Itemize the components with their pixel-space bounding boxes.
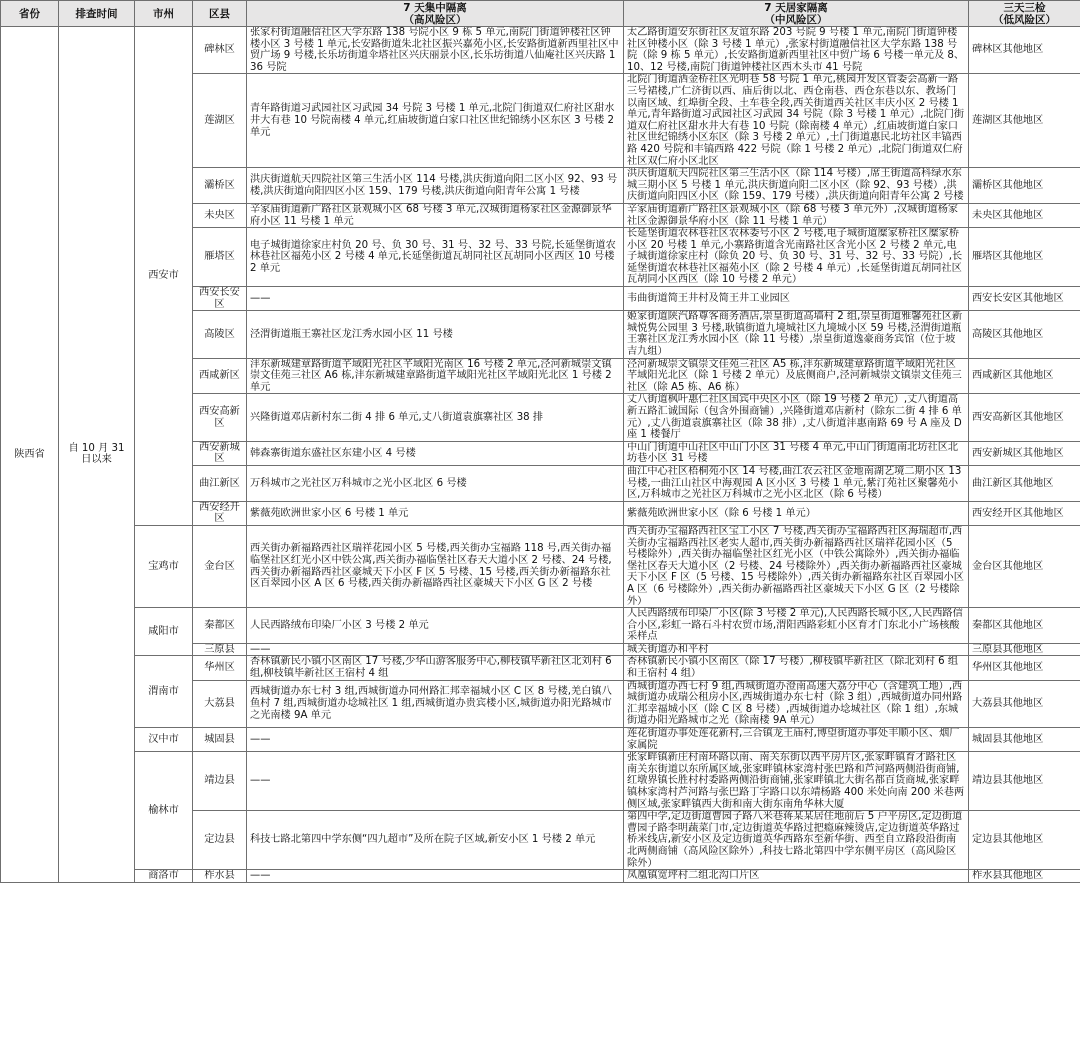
district-cell: 曲江新区 (193, 465, 247, 501)
low-risk-cell: 莲湖区其他地区 (969, 74, 1080, 168)
high-risk-cell: 万科城市之光社区万科城市之光小区北区 6 号楼 (247, 465, 624, 501)
mid-risk-cell: 凤凰镇宽坪村二组北沟口片区 (624, 870, 969, 883)
city-cell: 宝鸡市 (135, 525, 193, 607)
mid-risk-cell: 泾河新城崇文镇崇文佳苑三社区 A5 栋,沣东新城建章路街道芊域阳光社区芊域阳光北区（除 1 号楼 2 单元）及底侧商户,泾河新城崇文镇崇文佳苑三社区（除 A5 栋、A6 栋） (624, 358, 969, 394)
high-risk-cell: —— (247, 752, 624, 811)
district-cell: 西咸新区 (193, 358, 247, 394)
table-row (1, 608, 1080, 644)
high-risk-cell: 张家村街道融信社区大学东路 138 号院小区 9 栋 5 单元,南院门街道钟楼社区钟楼小区 3 号楼 1 单元,长安路街道朱北社区振兴嘉苑小区,长安路街道新西里社区中贸广场 9 号楼,长乐坊街道伞塔社区兴庆丽景小区,长乐坊街道八仙庵社区兴庆路 136 号院 (247, 27, 624, 74)
district-cell: 西安新城区 (193, 441, 247, 465)
low-risk-cell: 城固县其他地区 (969, 728, 1080, 752)
mid-risk-cell: 丈八街道枫叶惠仁社区国宾中央区小区（除 19 号楼 2 单元）,丈八街道高新五路汇诚国际（包含外围商铺）,兴隆街道邓店新村（除东二街 4 排 6 单元）,丈八街道袁旗寨社区（除 38 排）,丈八街道沣惠南路 69 号 A 座及 D 座 1 楼餐厅 (624, 394, 969, 441)
high-risk-cell: —— (247, 643, 624, 656)
district-cell: 西安高新区 (193, 394, 247, 441)
district-cell: 大荔县 (193, 680, 247, 727)
high-risk-cell: —— (247, 287, 624, 311)
high-risk-cell: 泾渭街道瓶王寨社区龙江秀水园小区 11 号楼 (247, 311, 624, 358)
low-risk-cell: 金台区其他地区 (969, 525, 1080, 607)
low-risk-cell: 柞水县其他地区 (969, 870, 1080, 883)
district-cell: 定边县 (193, 811, 247, 870)
city-cell: 渭南市 (135, 656, 193, 728)
mid-risk-cell: 北院门街道洒金桥社区光明巷 58 号院 1 单元,桃园开发区管委会高新一路三号裙楼,广仁济街以西、庙后街以北、西仓南巷、西仓东巷以东、教场门以南区域、红埠街全段、土车巷全段,西关街道西关社区丰庆小区 2 号楼 1 单元,青年路街道习武园社区习武园 34 号院（除 3 号楼 1 单元）,北院门街道双仁府社区甜水井大有巷 10 号院（除南楼 4 单元）,红庙坡街道白家口社区世纪锦绣小区东区（除 3 号楼 2 单元）,土门街道惠民北坊社区丰镐西路 420 号院和丰镐西路 422 号院（除 1 号楼 2 单元）,北院门街道双仁府社区双仁府小区北区 (624, 74, 969, 168)
district-cell: 未央区 (193, 203, 247, 227)
header-mid-sub: （中风险区） (764, 13, 828, 26)
low-risk-cell: 华州区其他地区 (969, 656, 1080, 680)
high-risk-cell: 韩森寨街道东盛社区东建小区 4 号楼 (247, 441, 624, 465)
header-high-sub: （高风险区） (403, 13, 467, 26)
district-cell: 莲湖区 (193, 74, 247, 168)
mid-risk-cell: 城关街道办和平村 (624, 643, 969, 656)
time-cell: 自 10 月 31 日以来 (59, 27, 135, 883)
table-row (1, 525, 1080, 607)
header-mid-risk (624, 1, 969, 27)
mid-risk-cell: 西关街办宝福路西社区宝工小区 7 号楼,西关街办宝福路西社区海瑞超市,西关街办宝福路西社区老实人超市,西关街办新福路西社区瑞祥花园小区（5 号楼除外）,西关街办福临堡社区红光小区（中铁公寓除外）,西关街办福临堡社区春天大道小区（2 号楼、24 号楼除外）,西关街办新福路西社区豪城天下小区 F 区（5 号楼、15 号楼除外）,西关街办新福路东社区百翠园小区 A 区（6 号楼除外）,西关街办新福路西社区豪城天下小区 G 区（2 号楼除外） (624, 525, 969, 607)
low-risk-cell: 碑林区其他地区 (969, 27, 1080, 74)
mid-risk-cell: 姬家街道陕汽路尊客商务酒店,崇皇街道高墙村 2 组,崇皇街道雅馨苑社区新城悦隽公园里 3 号楼,耿镇街道九境城社区九境城小区 59 号楼,泾渭街道瓶王寨社区龙江秀水园小区（除 11 号楼）,崇皇街道逸豪商务宾馆（位于坡吉九组） (624, 311, 969, 358)
table-body (1, 27, 1080, 883)
district-cell: 城固县 (193, 728, 247, 752)
district-cell: 灞桥区 (193, 168, 247, 204)
header-time: 排查时间 (59, 1, 135, 27)
mid-risk-cell: 洪庆街道航天四院社区第三生活小区（除 114 号楼）,席王街道高科绿水东城三期小区 5 号楼 1 单元,洪庆街道向阳二区小区（除 92、93 号楼）,洪庆街道向阳四区小区（除 159、179 号楼）,洪庆街道向阳青年公寓 2 号楼 (624, 168, 969, 204)
high-risk-cell: 兴隆街道邓店新村东二街 4 排 6 单元,丈八街道袁旗寨社区 38 排 (247, 394, 624, 441)
mid-risk-cell: 曲江中心社区梧桐苑小区 14 号楼,曲江农云社区金地南湖艺境二期小区 13 号楼,一曲江山社区中海观园 A 区小区 3 号楼 1 单元,紫汀苑社区聚馨苑小区,万科城市之光社区万科城市之光小区北区（除 6 号楼） (624, 465, 969, 501)
low-risk-cell: 三原县其他地区 (969, 643, 1080, 656)
high-risk-cell: 沣东新城建章路街道芊域阳光社区芊域阳光南区 16 号楼 2 单元,泾河新城崇文镇崇文佳苑三社区 A6 栋,沣东新城建章路街道芊域阳光社区芊域阳光北区 1 号楼 2 单元 (247, 358, 624, 394)
city-cell: 汉中市 (135, 728, 193, 752)
mid-risk-cell: 莲花街道办事处莲花新村,三合镇龙王庙村,博望街道办事处丰顺小区、烟厂家属院 (624, 728, 969, 752)
high-risk-cell: 辛家庙街道新广路社区景观城小区 68 号楼 3 单元,汉城街道杨家社区金源御景华府小区 11 号楼 1 单元 (247, 203, 624, 227)
district-cell: 金台区 (193, 525, 247, 607)
province-cell: 陕西省 (1, 27, 59, 883)
high-risk-cell: —— (247, 728, 624, 752)
header-district: 区县 (193, 1, 247, 27)
header-row (1, 1, 1080, 27)
header-low-title: 三天三检 (1003, 1, 1046, 14)
district-cell: 西安经开区 (193, 501, 247, 525)
header-mid-title: 7 天居家隔离 (764, 1, 828, 14)
district-cell: 秦都区 (193, 608, 247, 644)
low-risk-cell: 西安高新区其他地区 (969, 394, 1080, 441)
low-risk-cell: 曲江新区其他地区 (969, 465, 1080, 501)
high-risk-cell: 洪庆街道航天四院社区第三生活小区 114 号楼,洪庆街道向阳二区小区 92、93 号楼,洪庆街道向阳四区小区 159、179 号楼,洪庆街道向阳青年公寓 1 号楼 (247, 168, 624, 204)
high-risk-cell: 紫薇苑欧洲世家小区 6 号楼 1 单元 (247, 501, 624, 525)
high-risk-cell: 西关街办新福路西社区瑞祥花园小区 5 号楼,西关街办宝福路 118 号,西关街办福临堡社区红光小区中铁公寓,西关街办福临堡社区春天大道小区 2 号楼、24 号楼,西关街办新福路西社区豪城天下小区 F 区 5 号楼、15 号楼,西关街办新福路东社区百翠园小区 A 区 6 号楼,西关街办新福路西社区豪城天下小区 G 区 2 号楼 (247, 525, 624, 607)
mid-risk-cell: 太乙路街道安东街社区友谊东路 203 号院 9 号楼 1 单元,南院门街道钟楼社区钟楼小区（除 3 号楼 1 单元）,张家村街道融信社区大学东路 138 号院（除 9 栋 5 单元）,长安路街道新西里社区中贸广场 6 号楼一单元及 8、10、12 号楼,南院门街道钟楼社区西木头市 41 号院 (624, 27, 969, 74)
low-risk-cell: 西安新城区其他地区 (969, 441, 1080, 465)
header-low-risk (969, 1, 1080, 27)
district-cell: 柞水县 (193, 870, 247, 883)
district-cell: 雁塔区 (193, 228, 247, 287)
low-risk-cell: 靖边县其他地区 (969, 752, 1080, 811)
mid-risk-cell: 韦曲街道简王井村及简王井工业园区 (624, 287, 969, 311)
low-risk-cell: 高陵区其他地区 (969, 311, 1080, 358)
high-risk-cell: 科技七路北第四中学东侧“四九超市”及所在院子区域,新安小区 1 号楼 2 单元 (247, 811, 624, 870)
high-risk-cell: 电子城街道徐家庄村负 20 号、负 30 号、31 号、32 号、33 号院,长延堡街道农林巷社区福苑小区 2 号楼 4 单元,长延堡街道瓦胡同社区瓦胡同小区西区 10 号楼 2 单元 (247, 228, 624, 287)
table-row (1, 752, 1080, 811)
mid-risk-cell: 杏林镇新民小镇小区南区（除 17 号楼）,柳枝镇毕新社区（除北刘村 6 组和王宿村 4 组） (624, 656, 969, 680)
mid-risk-cell: 辛家庙街道新广路社区景观城小区（除 68 号楼 3 单元外）,汉城街道杨家社区金源御景华府小区（除 11 号楼 1 单元） (624, 203, 969, 227)
high-risk-cell: 人民西路绒布印染厂小区 3 号楼 2 单元 (247, 608, 624, 644)
mid-risk-cell: 人民西路绒布印染厂小区(除 3 号楼 2 单元),人民西路长城小区,人民西路信合小区,彩虹一路石斗村农贸市场,渭阳西路彩虹小区育才门东北小广场核酸采样点 (624, 608, 969, 644)
district-cell: 高陵区 (193, 311, 247, 358)
table-row (1, 728, 1080, 752)
table-row (1, 27, 1080, 74)
high-risk-cell: 西城街道办东七村 3 组,西城街道办同州路汇邦幸福城小区 C 区 8 号楼,羌白镇八鱼村 7 组,西城街道办埝城社区 1 组,西城街道办贵宾楼小区,城街道办阳光路城市之光南楼 9A 单元 (247, 680, 624, 727)
mid-risk-cell: 长延堡街道农林巷社区农林委号小区 2 号楼,电子城街道糜家桥社区糜家桥小区 20 号楼 1 单元,小寨路街道含光南路社区含光小区 2 号楼 2 单元,电子城街道徐家庄村（除负 20 号、负 30 号、31 号、32 号、33 号院）,长延堡街道农林巷社区福苑小区（除 2 号楼 4 单元）,长延堡街道瓦胡同社区瓦胡同小区西区（除 10 号楼 2 单元） (624, 228, 969, 287)
mid-risk-cell: 中山门街道中山社区中山门小区 31 号楼 4 单元,中山门街道南北坊社区北坊巷小区 31 号楼 (624, 441, 969, 465)
mid-risk-cell: 紫薇苑欧洲世家小区（除 6 号楼 1 单元） (624, 501, 969, 525)
low-risk-cell: 西咸新区其他地区 (969, 358, 1080, 394)
mid-risk-cell: 张家畔镇新庄村南环路以南、南关东街以西平房片区,张家畔镇育才路社区南关东街道以东所属区域,张家畔镇林家湾村张巴路和芦河路两侧沿街商铺,红墩界镇长胜村村委路两侧沿街商铺,张家畔镇北大街名都百货商城,张家畔镇林家湾村芦河路与张巴路丁字路口以东靖杨路 400 米处向南 200 米巷两侧区域,张家畔镇西大街和南大街东南角华林大厦 (624, 752, 969, 811)
header-high-title: 7 天集中隔离 (403, 1, 467, 14)
low-risk-cell: 未央区其他地区 (969, 203, 1080, 227)
header-city: 市州 (135, 1, 193, 27)
table-row (1, 656, 1080, 680)
low-risk-cell: 秦都区其他地区 (969, 608, 1080, 644)
district-cell: 西安长安区 (193, 287, 247, 311)
low-risk-cell: 西安长安区其他地区 (969, 287, 1080, 311)
district-cell: 碑林区 (193, 27, 247, 74)
header-high-risk (247, 1, 624, 27)
low-risk-cell: 西安经开区其他地区 (969, 501, 1080, 525)
high-risk-cell: 青年路街道习武园社区习武园 34 号院 3 号楼 1 单元,北院门街道双仁府社区甜水井大有巷 10 号院南楼 4 单元,红庙坡街道白家口社区世纪锦绣小区东区 3 号楼 2 单元 (247, 74, 624, 168)
city-cell: 榆林市 (135, 752, 193, 870)
low-risk-cell: 雁塔区其他地区 (969, 228, 1080, 287)
city-cell: 商洛市 (135, 870, 193, 883)
high-risk-cell: —— (247, 870, 624, 883)
district-cell: 华州区 (193, 656, 247, 680)
district-cell: 三原县 (193, 643, 247, 656)
high-risk-cell: 杏林镇新民小镇小区南区 17 号楼,少华山游客服务中心,柳枝镇毕新社区北刘村 6 组,柳枝镇毕新社区王宿村 4 组 (247, 656, 624, 680)
header-province: 省份 (1, 1, 59, 27)
mid-risk-cell: 西城街道办西七村 9 组,西城街道办澄南高速大荔分中心（含建筑工地）,西城街道办成瑞公租房小区,西城街道办东七村（除 3 组）,西城街道办同州路汇邦幸福城小区（除 C 区 8 号楼）,西城街道办埝城社区（除 1 组）,东城街道办阳光路城市之光（除南楼 9A 单元） (624, 680, 969, 727)
low-risk-cell: 灞桥区其他地区 (969, 168, 1080, 204)
mid-risk-cell: 第四中学,定边街道曹园子路八米巷蒋某某居住地前后 5 户平房区,定边街道曹园子路李明蔬菜门市,定边街道英华路过把瘾麻辣烫店,定边街道英华路过桥米线店,新安小区及定边街道英华西路东至新华街、西至自立路段沿街南北两侧商铺（高风险区除外）,科技七路北第四中学东侧平房区（高风险区除外） (624, 811, 969, 870)
city-cell: 西安市 (135, 27, 193, 526)
low-risk-cell: 定边县其他地区 (969, 811, 1080, 870)
district-cell: 靖边县 (193, 752, 247, 811)
city-cell: 咸阳市 (135, 608, 193, 656)
header-low-sub: （低风险区） (993, 13, 1056, 26)
low-risk-cell: 大荔县其他地区 (969, 680, 1080, 727)
table-row (1, 870, 1080, 883)
